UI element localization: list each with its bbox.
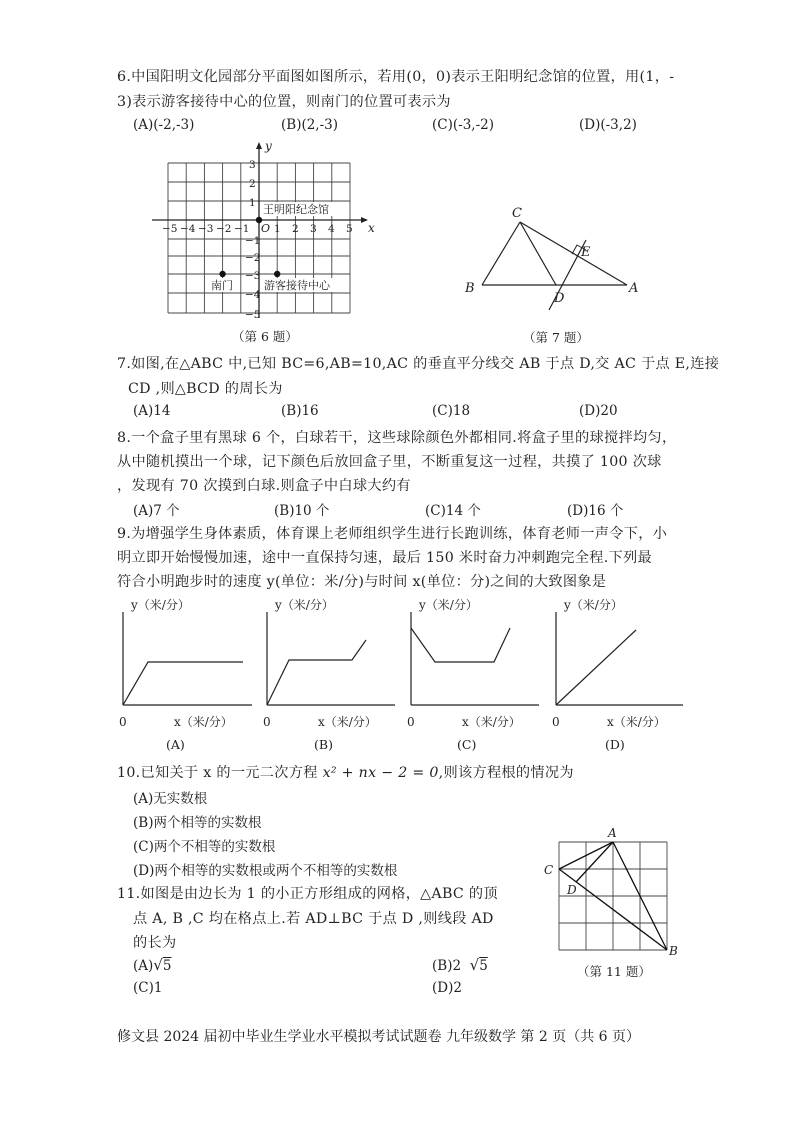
q9-stem-line2: 明立即开始慢慢加速，途中一直保持匀速，最后 150 米时奋力冲刺跑完全程.下列最 [117,550,652,566]
q8-option-c: (C)14 个 [425,503,481,519]
q9-graph-c-label: (C) [457,737,477,752]
q6-x-tick: −4 [180,223,196,235]
q7-option-d: (D)20 [579,403,618,419]
q6-option-c: (C)(-3,-2) [432,117,494,133]
q8-option-a: (A)7 个 [133,503,180,519]
q6-x-tick: −1 [234,223,250,235]
q9-graph-b-xlabel: x（米/分） [318,715,377,729]
q10-stem-suffix: ,则该方程根的情况为 [438,765,574,781]
q8-stem-line1: 8.一个盒子里有黑球 6 个，白球若干，这些球除颜色外都相同.将盒子里的球搅拌均匀， [117,430,677,446]
q6-x-tick: 2 [292,223,299,235]
q9-graph-b-label: (B) [314,737,333,752]
q6-y-tick: −3 [245,270,261,282]
q11-option-c: (C)1 [133,980,163,996]
q11-label-d: D [567,883,577,897]
q7-label-d: D [554,291,565,306]
q11-figure-caption: （第 11 题） [577,964,651,979]
q9-stem-line1: 9.为增强学生身体素质，体育课上老师组织学生进行长跑训练，体育老师一声令下，小 [117,526,668,542]
q7-label-c: C [512,206,522,221]
q9-graph-c-ylabel: y（米/分） [419,598,478,612]
q7-label-e: E [581,245,591,260]
sqrt-icon: √ [153,956,163,974]
q6-y-tick: −2 [245,252,261,264]
q11-stem-line1: 11.如图是由边长为 1 的小正方形组成的网格，△ABC 的顶 [117,886,498,902]
q8-stem-line3: ，发现有 70 次摸到白球.则盒子中白球大约有 [117,478,411,494]
q11-option-b-radicand: 5 [479,958,488,974]
q6-y-tick: −5 [245,309,261,321]
q6-x-tick: 1 [274,223,281,235]
q6-origin-label: O [261,222,271,235]
q9-graph-d-xlabel: x（米/分） [607,715,666,729]
q8-stem-line2: 从中随机摸出一个球，记下颜色后放回盒子里，不断重复这一过程，共摸了 100 次球 [117,454,662,470]
q6-y-tick: −1 [245,235,261,247]
q9-graph-a-ylabel: y（米/分） [131,598,190,612]
q10-option-b: (B)两个相等的实数根 [133,815,262,831]
q9-graph-d-ylabel: y（米/分） [564,598,623,612]
q9-graph-a-origin: 0 [119,715,127,729]
q9-graph-c-xlabel: x（米/分） [462,715,521,729]
q6-option-a: (A)(-2,-3) [133,117,195,133]
q7-option-b: (B)16 [281,403,319,419]
q6-y-axis-label: y [265,139,272,153]
q7-label-b: B [465,281,475,296]
q9-stem-line3: 符合小明跑步时的速度 y(单位：米/分)与时间 x(单位：分)之间的大致图象是 [117,574,607,590]
q11-option-a-label: (A) [133,958,154,974]
q11-stem-line3: 的长为 [133,935,177,951]
q7-stem-line1: 7.如图,在△ABC 中,已知 BC=6,AB=10,AC 的垂直平分线交 AB 于点 D,交 AC 于点 E,连接 [117,356,720,372]
q6-y-tick: 3 [249,159,256,171]
q9-graph-d-label: (D) [605,737,625,752]
q6-y-tick: 1 [249,197,256,209]
q8-option-b: (B)10 个 [274,503,330,519]
q9-graph-c-origin: 0 [407,715,415,729]
q7-option-c: (C)18 [432,403,471,419]
q6-x-axis-label: x [368,221,375,235]
q11-label-c: C [544,863,554,877]
q11-option-b-label: (B)2 [432,958,462,974]
q6-south-gate-label: 南门 [211,279,233,292]
q9-graph-a-xlabel: x（米/分） [174,715,233,729]
q7-label-a: A [629,281,639,296]
q9-graph-b-ylabel: y（米/分） [275,598,334,612]
q6-stem-line2: 3)表示游客接待中心的位置，则南门的位置可表示为 [117,94,451,110]
q8-option-d: (D)16 个 [567,503,624,519]
q11-segment-ad [576,842,613,882]
q10-option-a: (A)无实数根 [133,791,208,807]
q7-figure-caption: （第 7 题） [523,330,589,345]
q11-stem-line2: 点 A, B ,C 均在格点上.若 AD⊥BC 于点 D ,则线段 AD [133,911,494,927]
q7-option-a: (A)14 [133,403,171,419]
q6-x-tick: −5 [162,223,178,235]
page-footer: 修文县 2024 届初中毕业生学业水平模拟考试试题卷 九年级数学 第 2 页（共 6 页） [117,1029,641,1045]
q6-y-tick: 2 [249,178,256,190]
q6-x-tick: 5 [346,223,353,235]
q10-equation: x² + nx − 2 = 0 [322,765,439,781]
q9-graph-b-origin: 0 [263,715,271,729]
q10-option-d: (D)两个相等的实数根或两个不相等的实数根 [133,863,398,879]
q6-stem-line1: 6.中国阳明文化园部分平面图如图所示，若用(0，0)表示王阳明纪念馆的位置，用(1，- [117,69,675,85]
q11-label-b: B [669,944,678,958]
q11-option-d: (D)2 [432,980,462,996]
q6-memorial-label: 王明阳纪念馆 [263,203,329,216]
q6-x-tick: 4 [328,223,335,235]
q6-x-tick: 3 [310,223,317,235]
q6-visitor-center-label: 游客接待中心 [264,279,330,292]
q6-x-tick: −2 [216,223,232,235]
sqrt-icon: √ [469,956,480,974]
q10-stem-prefix: 10.已知关于 x 的一元二次方程 [117,765,318,781]
q6-option-b: (B)(2,-3) [281,117,339,133]
q9-graph-d-origin: 0 [552,715,560,729]
q7-stem-line2: CD ,则△BCD 的周长为 [128,381,283,397]
q11-option-a-radicand: 5 [162,958,172,974]
q10-option-c: (C)两个不相等的实数根 [133,839,276,855]
q6-x-tick: −3 [198,223,214,235]
q6-option-d: (D)(-3,2) [579,117,637,133]
q9-graph-a-label: (A) [166,737,185,752]
q6-y-tick: −4 [245,289,261,301]
q11-label-a: A [608,826,617,840]
q6-figure-caption: （第 6 题） [232,329,298,344]
